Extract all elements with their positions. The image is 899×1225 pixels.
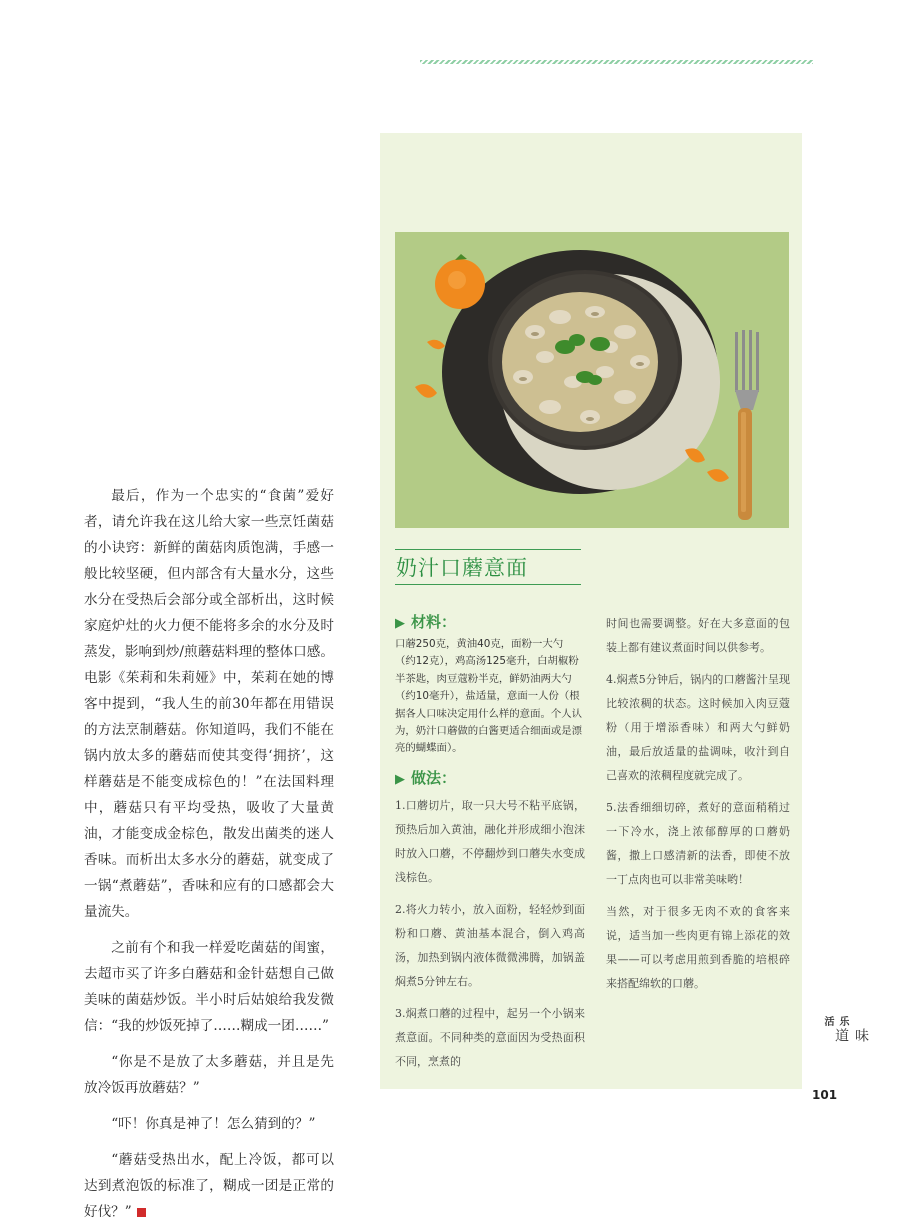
ingredients-text: 口蘑250克，黄油40克，面粉一大勺（约12克），鸡高汤125毫升，白胡椒粉半茶匙，肉豆蔻粉半克，鲜奶油两大勺（约10毫升），盐适量，意面一人份（根据各人口味决定用什么样的意面。个人认为，奶汁口蘑做的白酱更适合细面或是漂亮的蝴蝶面）。	[395, 638, 583, 755]
recipe-title-box	[395, 549, 581, 585]
ingredients-heading-label: 材料：	[411, 613, 457, 631]
article-paragraph-5-text: “蘑菇受热出水，配上冷饭，都可以达到煮泡饭的标准了，糊成一团是正常的好伐？”	[84, 1152, 334, 1220]
pasta-photo	[395, 232, 789, 528]
article-paragraph-3: “你是不是放了太多蘑菇，并且是先放冷饭再放蘑菇？”	[84, 1054, 334, 1096]
red-square-icon	[137, 1208, 146, 1217]
method-heading	[395, 767, 456, 788]
page-number: 101	[812, 1088, 838, 1102]
section-tag-small: 乐活	[822, 1016, 848, 1026]
step-3: 3.焖煮口蘑的过程中，起另一个小锅来煮意面。不同种类的意面因为受热面积不同，烹煮的	[395, 1007, 585, 1068]
steps-right-column	[606, 612, 790, 1004]
recipe-title: 奶汁口蘑意面	[396, 556, 528, 580]
step-5: 5.法香细细切碎，煮好的意面稍稍过一下冷水，浇上浓郁醇厚的口蘑奶酱，撒上口感清新的法香，即使不放一丁点肉也可以非常美味哟！	[606, 801, 790, 886]
step-2: 2.将火力转小，放入面粉，轻轻炒到面粉和口蘑、黄油基本混合，倒入鸡高汤，加热到锅内液体微微沸腾，加锅盖焖煮5分钟左右。	[395, 903, 585, 988]
step-4: 4.焖煮5分钟后，锅内的口蘑酱汁呈现比较浓稠的状态。这时候加入肉豆蔻粉（用于增添香味）和两大勺鲜奶油，最后放适量的盐调味，收汁到自己喜欢的浓稠程度就完成了。	[606, 673, 790, 782]
article-column	[84, 483, 334, 1225]
article-paragraph-1: 最后，作为一个忠实的“食菌”爱好者，请允许我在这儿给大家一些烹饪菌菇的小诀窍：新鲜的菌菇肉质饱满，手感一般比较坚硬，但内部含有大量水分，这些水分在受热后会部分或全部析出，这时候家庭炉灶的火力便不能将多余的水分及时蒸发，影响到炒/煎蘑菇料理的整体口感。电影《茱莉和朱莉娅》中，茱莉在她的博客中提到，“我人生的前30年都在用错误的方法烹制蘑菇。你知道吗，我们不能在锅内放太多的蘑菇而使其变得‘拥挤’，这样蘑菇是不能变成棕色的！”在法国料理中，蘑菇只有平均受热，吸收了大量黄油，才能变成金棕色，散发出菌类的迷人香味。而析出太多水分的蘑菇，就变成了一锅“煮蘑菇”，香味和应有的口感都会大量流失。	[84, 488, 334, 920]
pasta-illustration	[395, 232, 789, 528]
triangle-right-icon: ▶	[395, 616, 405, 631]
method-heading-label: 做法：	[411, 769, 457, 787]
step-1: 1.口蘑切片，取一只大号不粘平底锅，预热后加入黄油，融化并形成细小泡沫时放入口蘑，不停翻炒到口蘑失水变成浅棕色。	[395, 799, 585, 884]
section-tag-big: 味道	[833, 1028, 869, 1042]
steps-left-column	[395, 794, 585, 1082]
article-paragraph-5	[84, 1147, 334, 1225]
step-3-continued: 时间也需要调整。好在大多意面的包装上都有建议煮面时间以供参考。	[606, 617, 790, 654]
top-decorative-rule	[420, 60, 813, 64]
article-paragraph-2: 之前有个和我一样爱吃菌菇的闺蜜，去超市买了许多白蘑菇和金针菇想自己做美味的菌菇炒饭。半小时后姑娘给我发微信：“我的炒饭死掉了……糊成一团……”	[84, 940, 334, 1034]
article-paragraph-4: “吓！你真是神了！怎么猜到的？”	[111, 1116, 316, 1132]
ingredients-heading	[395, 611, 456, 632]
closing-note: 当然，对于很多无肉不欢的食客来说，适当加一些肉更有锦上添花的效果——可以考虑用煎到香脆的培根碎来搭配绵软的口蘑。	[606, 905, 790, 990]
triangle-right-icon: ▶	[395, 772, 405, 787]
